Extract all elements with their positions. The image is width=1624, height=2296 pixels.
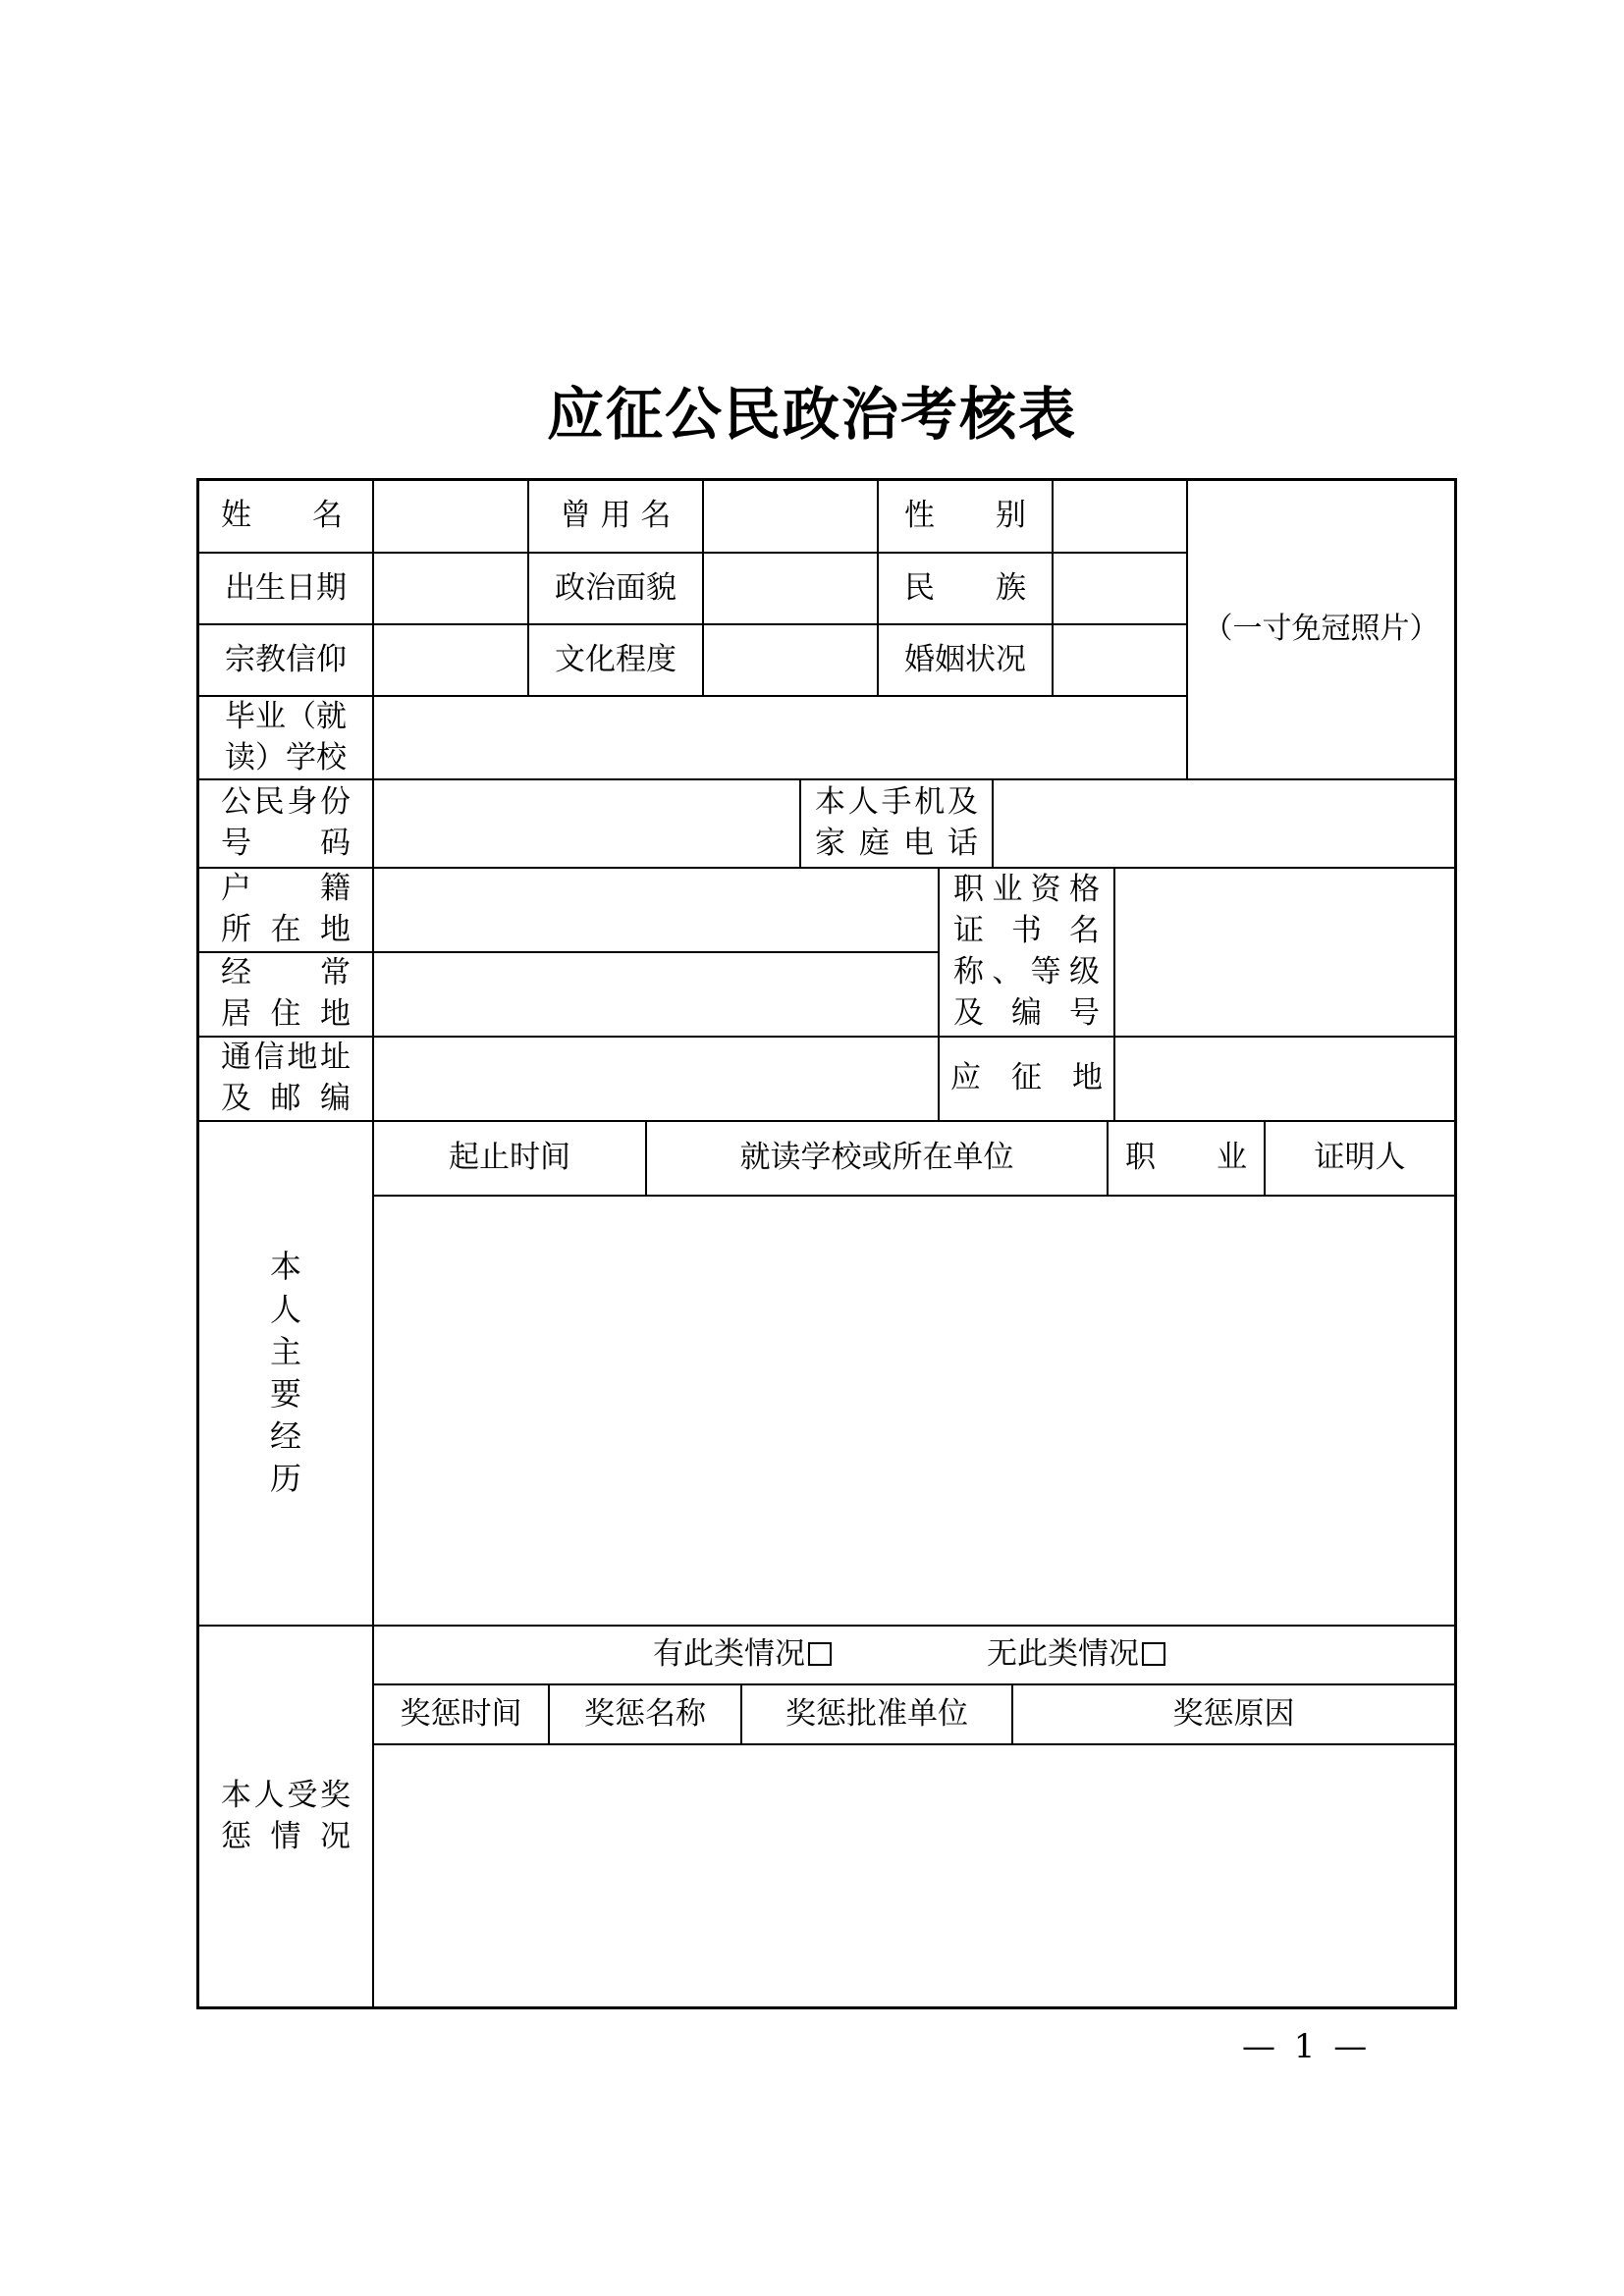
label-address: 通信地址 及 邮 编 [221, 1040, 351, 1116]
experience-entries-area[interactable] [374, 1197, 1454, 1625]
label-id-number: 公民身份 号 码 [221, 784, 351, 861]
political-status-field[interactable] [704, 554, 877, 623]
address-field[interactable] [374, 1038, 938, 1120]
birth-date-field[interactable] [374, 554, 527, 623]
former-name-field[interactable] [704, 481, 877, 552]
page-title: 应征公民政治考核表 [546, 381, 1077, 448]
ethnicity-field[interactable] [1054, 554, 1186, 623]
label-rewards: 本人受奖 惩 情 况 [221, 1777, 351, 1854]
gender-field[interactable] [1054, 481, 1186, 552]
label-education: 文化程度 [555, 641, 677, 677]
certificate-field[interactable] [1115, 869, 1454, 1036]
label-birth-date: 出生日期 [225, 569, 347, 606]
label-ethnicity: 民 族 [904, 569, 1026, 606]
label-hukou: 户 籍 所 在 地 [221, 871, 351, 947]
label-residence: 经 常 居 住 地 [221, 955, 351, 1032]
school-field[interactable] [374, 697, 1186, 778]
label-marital-status: 婚姻状况 [904, 641, 1026, 677]
label-former-name: 曾 用 名 [560, 498, 672, 534]
header-witness: 证明人 [1314, 1140, 1406, 1176]
form-table [196, 478, 1457, 2009]
education-field[interactable] [704, 625, 877, 695]
label-school: 毕业（就 读）学校 [225, 698, 347, 775]
label-phone: 本人手机及 家 庭 电 话 [815, 784, 978, 861]
photo-placeholder[interactable]: （一寸免冠照片） [1203, 612, 1439, 647]
religion-field[interactable] [374, 625, 527, 695]
label-experience: 本 人 主 要 经 历 [269, 1248, 301, 1498]
hukou-field[interactable] [374, 869, 938, 951]
has-records-checkbox[interactable] [808, 1642, 832, 1666]
label-political-status: 政治面貌 [555, 569, 677, 606]
rewards-entries-area[interactable] [374, 1745, 1454, 2006]
header-reward-reason: 奖惩原因 [1172, 1695, 1295, 1732]
label-name: 姓 名 [221, 498, 343, 534]
name-field[interactable] [374, 481, 527, 552]
enlist-place-field[interactable] [1115, 1038, 1454, 1120]
residence-field[interactable] [374, 953, 938, 1036]
header-occupation: 职 业 [1125, 1140, 1247, 1176]
marital-status-field[interactable] [1054, 625, 1186, 695]
header-reward-name: 奖惩名称 [584, 1695, 706, 1732]
has-records-option[interactable]: 有此类情况 [653, 1634, 832, 1676]
page-number: — 1 — [1242, 2027, 1372, 2066]
header-reward-time: 奖惩时间 [400, 1695, 522, 1732]
header-period: 起止时间 [449, 1140, 570, 1176]
label-gender: 性 别 [904, 498, 1026, 534]
no-records-option[interactable]: 无此类情况 [987, 1634, 1165, 1676]
id-number-field[interactable] [374, 780, 799, 867]
rewards-status-row [374, 1627, 1454, 1683]
label-enlist-place: 应 征 地 [950, 1060, 1103, 1096]
label-religion: 宗教信仰 [225, 641, 347, 677]
header-approving-unit: 奖惩批准单位 [785, 1695, 968, 1732]
phone-field[interactable] [994, 780, 1454, 867]
header-school-or-unit: 就读学校或所在单位 [739, 1140, 1014, 1176]
label-certificate: 职业资格 证 书 名 称、等级 及 编 号 [953, 872, 1100, 1031]
no-records-checkbox[interactable] [1142, 1642, 1165, 1666]
